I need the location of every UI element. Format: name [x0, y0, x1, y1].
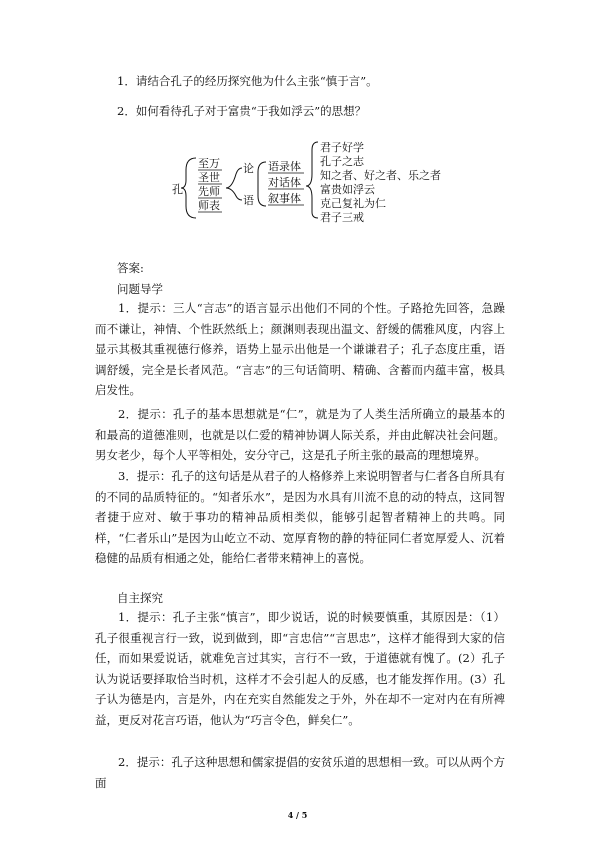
diagram-style: 对话体: [268, 176, 301, 189]
answer-paragraph: 2．提示：孔子这种思想和儒家提倡的安贫乐道的思想相一致。可以从两个方面: [95, 755, 505, 790]
diagram-middle-lower: 语: [243, 194, 254, 207]
question-2: 2．如何看待孔子对于富贵“于我如浮云”的思想？: [117, 104, 367, 118]
diagram-topic: 知之者、好之者、乐之者: [320, 169, 441, 182]
answer-paragraph: 2．提示：孔子的基本思想就是“仁”，就是为了人类生活所确立的最基本的和最高的道德准则，也就是以仁爱的精神协调人际关系，并由此解决社会问题。男女老少，每个人平等相处，安分守己，这是孔子所主张的最高的理想境界。: [95, 407, 505, 463]
answer-label: 答案:: [117, 261, 144, 275]
diagram-style: 语录体: [268, 160, 301, 173]
section-title-guide: 问题导学: [117, 282, 163, 296]
diagram-middle-upper: 论: [243, 162, 254, 175]
answer-paragraph: 3．提示：孔子的这句话是从君子的人格修养上来说明智者与仁者各自所具有的不同的品质特征的。“知者乐水”，是因为水具有川流不息的动的特点，这同智者捷于应对、敏于事功的精神品质相类似，能够引起智者精神上的共鸣。同样，“仁者乐山”是因为山屹立不动、宽厚育物的静的特征同仁者宽厚爱人、沉着稳健的品质有相通之处，能给仁者带来精神上的喜悦。: [95, 469, 505, 566]
question-1: 1．请结合孔子的经历探究他为什么主张“慎于言”。: [117, 74, 378, 88]
diagram-topic: 君子好学: [320, 141, 364, 154]
diagram-topic: 君子三戒: [320, 211, 364, 224]
section-title-explore: 自主探究: [117, 591, 163, 605]
diagram-style: 叙事体: [268, 192, 301, 205]
answer-paragraph: 1．提示：孔子主张“慎言”，即少说话，说的时候要慎重，其原因是：（1）孔子很重视言行一致，说到做到，即“言忠信”“言思忠”，这样才能得到大家的信任，而如果爱说话，就难免言过其实，言行不一致，于道德就有愧了。(2）孔子认为说话要择取恰当时机，这样才不会引起人的反感，也才能发挥作用。(3）孔子认为德是内，言是外，内在充实自然能发之于外，外在却不一定对内在有所裨益，更反对花言巧语，他认为“巧言令色，鲜矣仁”。: [95, 610, 505, 727]
page-number: 4 / 5: [287, 810, 308, 820]
diagram-root: 孔: [172, 183, 183, 196]
diagram-left-term: 先师: [198, 185, 220, 198]
diagram-left-term: 师表: [198, 199, 220, 212]
diagram-topic: 克己复礼为仁: [320, 197, 386, 210]
diagram-left-term: 圣世: [198, 171, 220, 184]
diagram-left-term: 至万: [198, 157, 220, 170]
diagram-topic: 富贵如浮云: [320, 183, 375, 196]
diagram-topic: 孔子之志: [320, 155, 364, 168]
answer-paragraph: 1．提示：三人“言志”的语言显示出他们不同的个性。子路抢先回答，急躁而不谦让，神情、个性跃然纸上；颜渊则表现出温文、舒缓的儒雅风度，内容上显示其极其重视德行修养，语势上显示出他是一个谦谦君子；孔子态度庄重，语调舒缓，完全是长者风范。“言志”的三句话简明、精确、含蓄而内蕴丰富，极具启发性。: [95, 301, 505, 398]
